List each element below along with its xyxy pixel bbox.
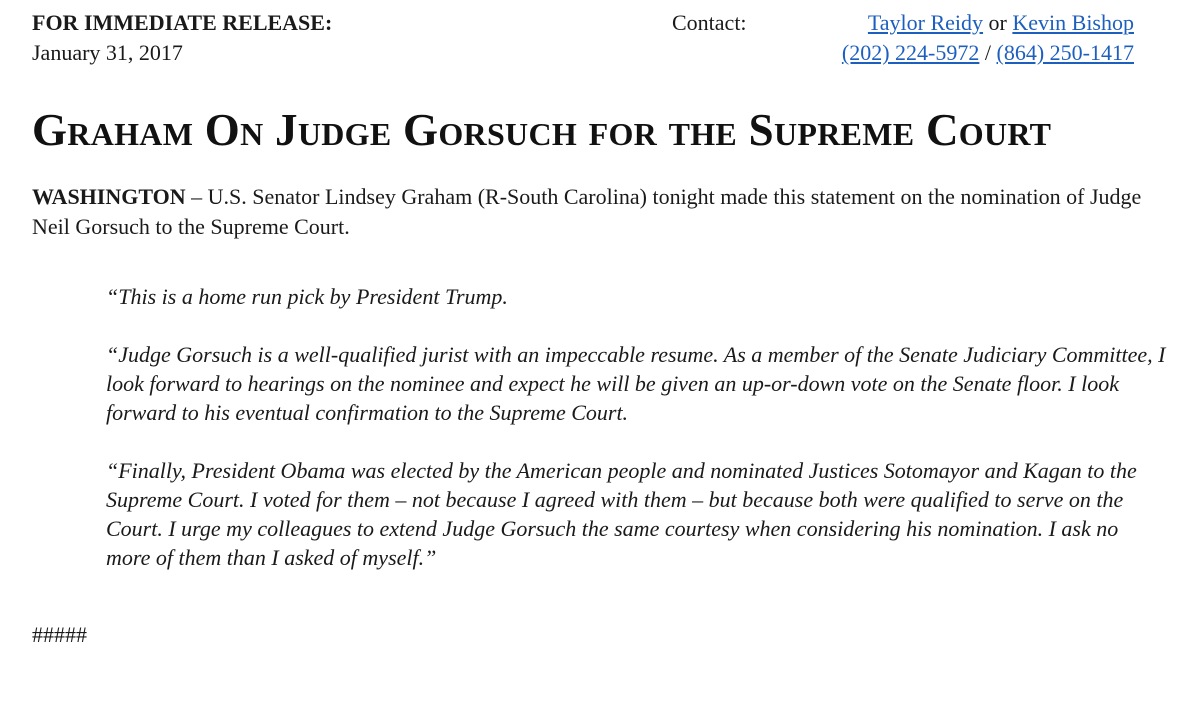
contact-link-kevin-bishop[interactable]: Kevin Bishop (1012, 10, 1134, 35)
contact-link-taylor-reidy[interactable]: Taylor Reidy (867, 10, 984, 35)
phone-separator: / (984, 40, 992, 65)
contact-or-text: or (988, 10, 1007, 35)
contact-phones (842, 38, 1134, 68)
page-title: Graham On Judge Gorsuch for the Supreme Court (32, 105, 1052, 155)
phone-link-1[interactable]: (202) 224-5972 (841, 40, 980, 65)
contact-label: Contact: (672, 10, 747, 35)
release-header (32, 8, 332, 68)
release-label: FOR IMMEDIATE RELEASE: (32, 10, 333, 35)
contact-block (842, 8, 1134, 68)
quote-paragraph: “Judge Gorsuch is a well-qualified jurist with an impeccable resume. As a member of the Senate Judiciary Committee, I look forward to hearings on the nominee and expect he will be given an up-or-down vote on the Senate floor. I look forward to his eventual confirmation to the Supreme Court. (106, 342, 1166, 425)
lead-text: – U.S. Senator Lindsey Graham (R-South Carolina) tonight made this statement on the nomination of Judge Neil Gorsuch to the Supreme Court. (32, 184, 1142, 239)
dateline: WASHINGTON (32, 184, 186, 209)
release-date: January 31, 2017 (32, 40, 183, 65)
quote-paragraph: “This is a home run pick by President Trump. (106, 284, 508, 309)
contact-names (842, 8, 1134, 38)
statement-quotes (106, 282, 1166, 601)
lead-paragraph (32, 182, 1152, 242)
quote-paragraph: “Finally, President Obama was elected by the American people and nominated Justices Sotomayor and Kagan to the Supreme Court. I voted for them – not because I agreed with them – but because both were qualified to serve on the Court. I urge my colleagues to extend Judge Gorsuch the same courtesy when considering his nomination. I ask no more of them than I asked of myself.” (106, 458, 1137, 570)
phone-link-2[interactable]: (864) 250-1417 (996, 40, 1134, 65)
end-mark: ##### (32, 622, 87, 647)
